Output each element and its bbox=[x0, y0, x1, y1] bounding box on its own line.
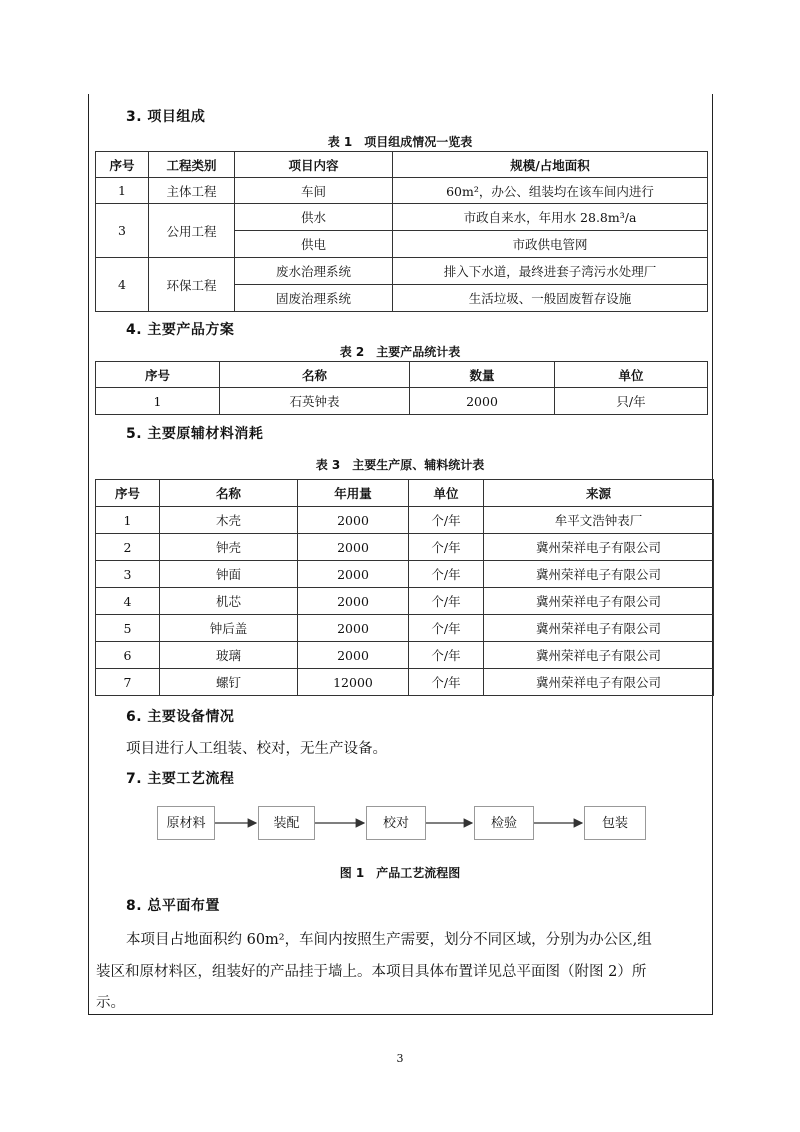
section-5-heading: 5. 主要原辅材料消耗 bbox=[126, 426, 264, 442]
table-1 bbox=[95, 151, 708, 312]
flow-step-raw-material: 原材料 bbox=[157, 806, 215, 840]
table-row bbox=[96, 642, 714, 669]
table-cell: 个/年 bbox=[409, 642, 484, 669]
table-row bbox=[96, 534, 714, 561]
flow-step-packaging: 包装 bbox=[584, 806, 646, 840]
table-cell: 1 bbox=[96, 507, 160, 534]
table-cell: 2000 bbox=[410, 388, 555, 415]
table-cell: 冀州荣祥电子有限公司 bbox=[484, 534, 714, 561]
table-row bbox=[96, 204, 708, 231]
table-cell: 供电 bbox=[235, 231, 393, 258]
table-cell: 生活垃圾、一般固废暂存设施 bbox=[393, 285, 708, 312]
table-cell: 个/年 bbox=[409, 561, 484, 588]
table-cell: 3 bbox=[96, 561, 160, 588]
table-cell: 4 bbox=[96, 258, 149, 312]
table-cell: 冀州荣祥电子有限公司 bbox=[484, 615, 714, 642]
table-2-header: 数量 bbox=[410, 362, 555, 388]
table-cell: 2000 bbox=[298, 561, 409, 588]
figure-1-caption: 图 1 产品工艺流程图 bbox=[339, 866, 461, 880]
table-row bbox=[96, 669, 714, 696]
table-cell: 市政供电管网 bbox=[393, 231, 708, 258]
table-cell: 牟平文浩钟表厂 bbox=[484, 507, 714, 534]
page-number: 3 bbox=[396, 1052, 404, 1065]
table-row bbox=[96, 178, 708, 204]
table-1-header: 序号 bbox=[96, 152, 149, 178]
table-cell: 2000 bbox=[298, 642, 409, 669]
table-cell: 2000 bbox=[298, 615, 409, 642]
table-3-header: 单位 bbox=[409, 480, 484, 507]
table-2-header: 单位 bbox=[555, 362, 708, 388]
section-3-heading: 3. 项目组成 bbox=[126, 109, 206, 125]
table-cell: 车间 bbox=[235, 178, 393, 204]
table-row bbox=[96, 615, 714, 642]
flow-step-assembly: 装配 bbox=[258, 806, 315, 840]
table-row bbox=[96, 388, 708, 415]
table-row bbox=[96, 507, 714, 534]
table-3-header: 序号 bbox=[96, 480, 160, 507]
table-cell: 玻璃 bbox=[160, 642, 298, 669]
flow-step-calibration: 校对 bbox=[366, 806, 426, 840]
table-cell: 冀州荣祥电子有限公司 bbox=[484, 642, 714, 669]
table-row bbox=[96, 258, 708, 285]
table-cell: 环保工程 bbox=[149, 258, 235, 312]
table-cell: 12000 bbox=[298, 669, 409, 696]
table-cell: 2 bbox=[96, 534, 160, 561]
table-cell: 个/年 bbox=[409, 588, 484, 615]
table-cell: 木壳 bbox=[160, 507, 298, 534]
table-cell: 个/年 bbox=[409, 507, 484, 534]
table-2-caption: 表 2 主要产品统计表 bbox=[339, 345, 461, 359]
table-cell: 公用工程 bbox=[149, 204, 235, 258]
section-6-text: 项目进行人工组装、校对，无生产设备。 bbox=[126, 741, 387, 757]
table-cell: 废水治理系统 bbox=[235, 258, 393, 285]
table-cell: 供水 bbox=[235, 204, 393, 231]
table-cell: 4 bbox=[96, 588, 160, 615]
table-cell: 个/年 bbox=[409, 615, 484, 642]
section-8-line-3: 示。 bbox=[96, 995, 125, 1011]
table-cell: 只/年 bbox=[555, 388, 708, 415]
table-2-header: 名称 bbox=[220, 362, 410, 388]
table-2-header: 序号 bbox=[96, 362, 220, 388]
table-cell: 钟面 bbox=[160, 561, 298, 588]
table-cell: 钟壳 bbox=[160, 534, 298, 561]
flow-step-inspection: 检验 bbox=[474, 806, 534, 840]
section-8-line-2: 装区和原材料区，组装好的产品挂于墙上。本项目具体布置详见总平面图（附图 2）所 bbox=[96, 964, 647, 980]
table-cell: 2000 bbox=[298, 588, 409, 615]
table-cell: 固废治理系统 bbox=[235, 285, 393, 312]
table-cell: 3 bbox=[96, 204, 149, 258]
table-row bbox=[96, 561, 714, 588]
table-cell: 冀州荣祥电子有限公司 bbox=[484, 588, 714, 615]
section-6-heading: 6. 主要设备情况 bbox=[126, 709, 235, 725]
table-cell: 2000 bbox=[298, 534, 409, 561]
table-cell: 冀州荣祥电子有限公司 bbox=[484, 669, 714, 696]
table-2 bbox=[95, 361, 708, 415]
table-cell: 1 bbox=[96, 388, 220, 415]
table-1-header: 规模/占地面积 bbox=[393, 152, 708, 178]
table-cell: 主体工程 bbox=[149, 178, 235, 204]
section-7-heading: 7. 主要工艺流程 bbox=[126, 771, 235, 787]
table-cell: 个/年 bbox=[409, 534, 484, 561]
table-cell: 机芯 bbox=[160, 588, 298, 615]
section-8-heading: 8. 总平面布置 bbox=[126, 898, 220, 914]
table-cell: 石英钟表 bbox=[220, 388, 410, 415]
table-1-header: 工程类别 bbox=[149, 152, 235, 178]
table-cell: 排入下水道，最终进套子湾污水处理厂 bbox=[393, 258, 708, 285]
table-3-header: 来源 bbox=[484, 480, 714, 507]
table-cell: 钟后盖 bbox=[160, 615, 298, 642]
table-3-header: 名称 bbox=[160, 480, 298, 507]
table-cell: 个/年 bbox=[409, 669, 484, 696]
table-cell: 6 bbox=[96, 642, 160, 669]
table-cell: 市政自来水，年用水 28.8m³/a bbox=[393, 204, 708, 231]
table-3-header: 年用量 bbox=[298, 480, 409, 507]
table-cell: 5 bbox=[96, 615, 160, 642]
table-cell: 60m²，办公、组装均在该车间内进行 bbox=[393, 178, 708, 204]
table-3 bbox=[95, 479, 714, 696]
section-8-line-1: 本项目占地面积约 60m²，车间内按照生产需要，划分不同区域，分别为办公区,组 bbox=[126, 932, 652, 948]
table-cell: 7 bbox=[96, 669, 160, 696]
table-1-caption: 表 1 项目组成情况一览表 bbox=[327, 135, 473, 149]
table-cell: 1 bbox=[96, 178, 149, 204]
table-cell: 螺钉 bbox=[160, 669, 298, 696]
table-3-caption: 表 3 主要生产原、辅料统计表 bbox=[315, 458, 485, 472]
table-row bbox=[96, 588, 714, 615]
table-1-header: 项目内容 bbox=[235, 152, 393, 178]
table-cell: 2000 bbox=[298, 507, 409, 534]
table-cell: 冀州荣祥电子有限公司 bbox=[484, 561, 714, 588]
section-4-heading: 4. 主要产品方案 bbox=[126, 322, 235, 338]
process-flow-diagram bbox=[0, 806, 800, 842]
